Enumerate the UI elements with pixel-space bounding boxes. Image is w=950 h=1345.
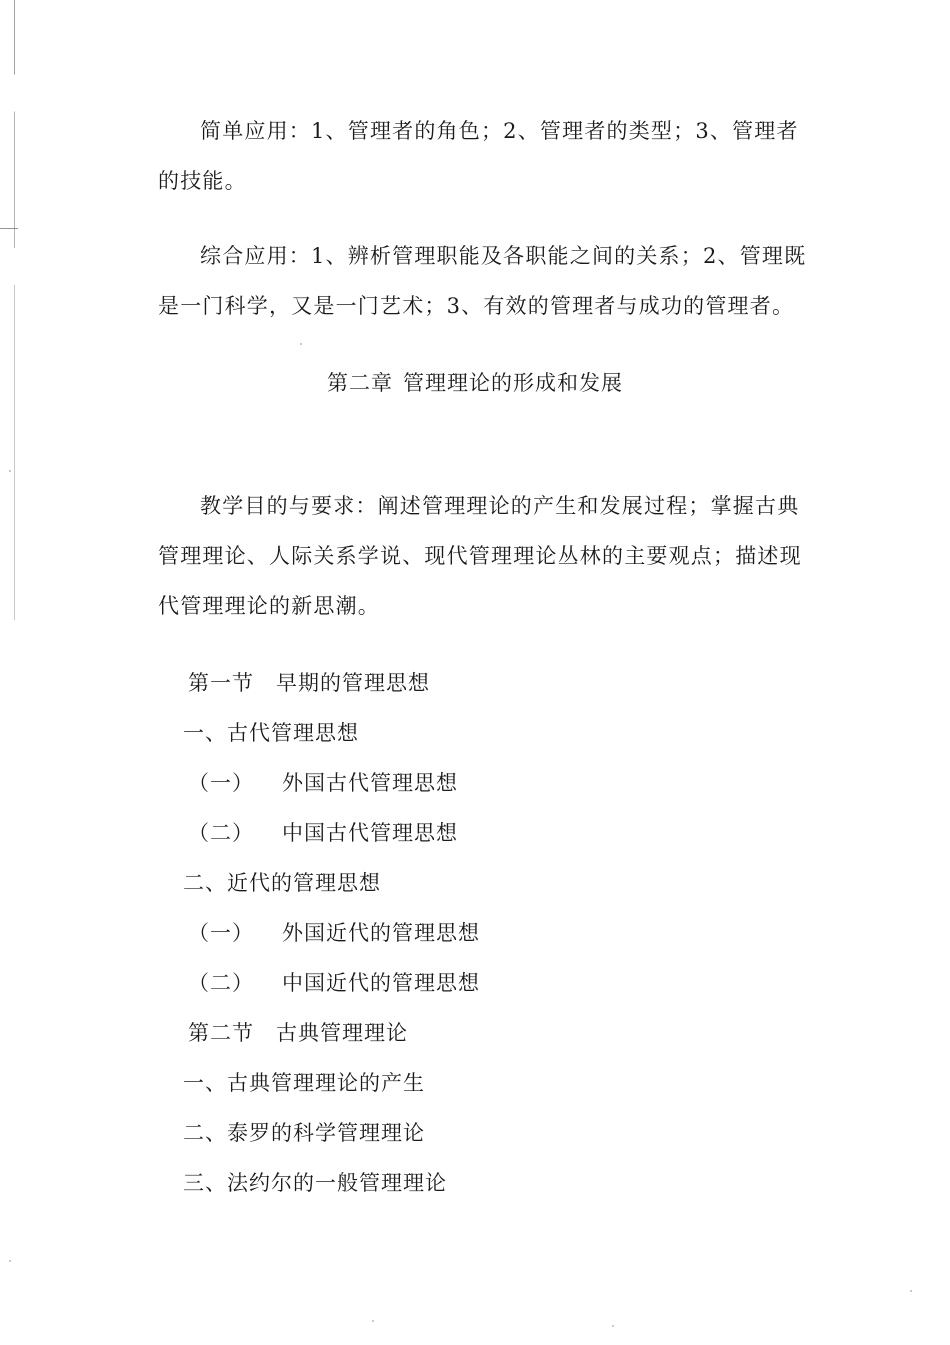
paragraph-teaching-goals bbox=[158, 481, 820, 631]
section-title: 古典管理理论 bbox=[276, 1021, 408, 1045]
section-heading-1 bbox=[188, 668, 430, 698]
section-label: 第一节 bbox=[188, 671, 254, 695]
subitem-title: 外国近代的管理思想 bbox=[282, 921, 480, 945]
scan-edge-tick bbox=[0, 228, 18, 229]
scan-speck bbox=[9, 470, 11, 472]
section-label: 第二节 bbox=[188, 1021, 254, 1045]
subitem-title: 中国近代的管理思想 bbox=[282, 971, 480, 995]
paragraph-comprehensive-application bbox=[158, 231, 820, 331]
outline-subitem bbox=[188, 768, 458, 798]
section-heading-2 bbox=[188, 1018, 408, 1048]
scan-speck bbox=[9, 1260, 11, 1262]
outline-item: 一、古典管理理论的产生 bbox=[183, 1071, 425, 1095]
outline-subitem bbox=[188, 968, 480, 998]
subitem-title: 中国古代管理思想 bbox=[282, 821, 458, 845]
paragraph-simple-application bbox=[158, 106, 820, 206]
subitem-title: 外国古代管理思想 bbox=[282, 771, 458, 795]
scan-speck bbox=[612, 1325, 614, 1327]
subitem-label: （二） bbox=[188, 971, 254, 995]
paragraph-text: 简单应用：1、管理者的角色；2、管理者的类型；3、管理者的技能。 bbox=[158, 119, 799, 193]
scan-edge-line bbox=[14, 0, 15, 620]
scan-speck bbox=[910, 1290, 912, 1292]
outline-item: 二、泰罗的科学管理理论 bbox=[183, 1121, 425, 1145]
paragraph-text: 教学目的与要求：阐述管理理论的产生和发展过程；掌握古典管理理论、人际关系学说、现代管理理论丛林的主要观点；描述现代管理理论的新思潮。 bbox=[158, 494, 802, 618]
scan-speck bbox=[300, 343, 302, 345]
outline-subitem bbox=[188, 818, 458, 848]
subitem-label: （一） bbox=[188, 771, 254, 795]
chapter-heading bbox=[0, 367, 950, 397]
outline-subitem bbox=[188, 918, 480, 948]
outline-item: 三、法约尔的一般管理理论 bbox=[183, 1171, 447, 1195]
subitem-label: （一） bbox=[188, 921, 254, 945]
scan-speck bbox=[372, 1320, 374, 1322]
chapter-number: 第二章 bbox=[327, 371, 393, 395]
section-title: 早期的管理思想 bbox=[276, 671, 430, 695]
chapter-title: 管理理论的形成和发展 bbox=[403, 371, 623, 395]
paragraph-text: 综合应用：1、辨析管理职能及各职能之间的关系；2、管理既是一门科学，又是一门艺术；3、有效的管理者与成功的管理者。 bbox=[158, 244, 807, 318]
subitem-label: （二） bbox=[188, 821, 254, 845]
outline-item: 二、近代的管理思想 bbox=[183, 871, 381, 895]
outline-item: 一、古代管理思想 bbox=[183, 721, 359, 745]
